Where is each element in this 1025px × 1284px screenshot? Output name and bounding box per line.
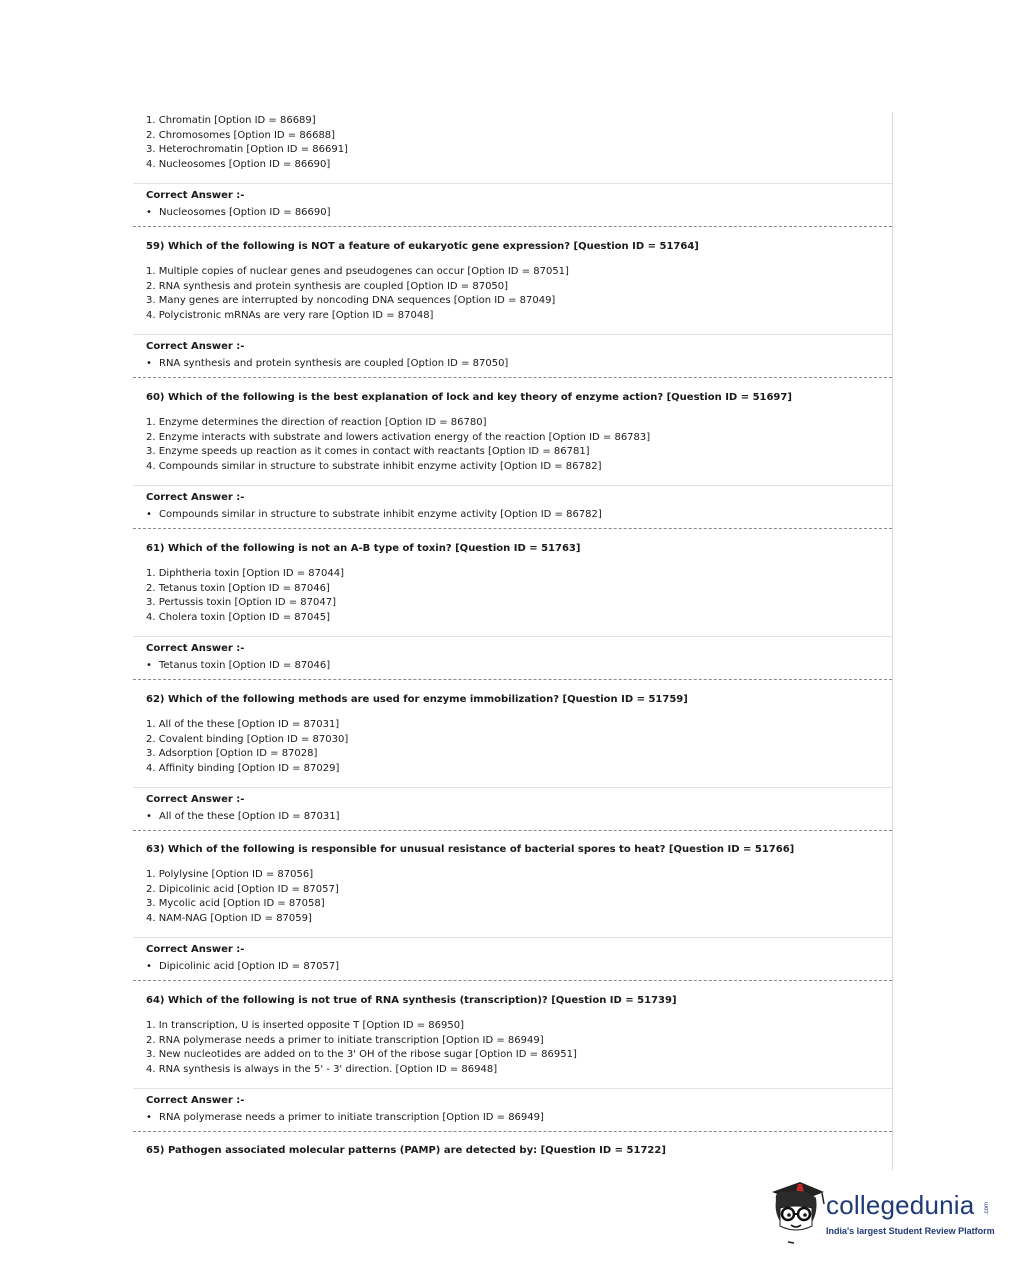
exam-page [133,112,893,1170]
question-title: 62) Which of the following methods are used for enzyme immobilization? [Question ID = 51759] [146,694,688,705]
bullet: • [146,509,152,520]
option-list [133,1019,905,1077]
bullet: • [146,207,152,218]
correct-answer-section [133,1088,892,1125]
option: 4. Affinity binding [Option ID = 87029] [146,762,340,774]
option-list [133,114,905,172]
bullet: • [146,660,152,671]
correct-answer-label: Correct Answer :- [146,492,245,503]
option: 1. All of the these [Option ID = 87031] [146,719,340,730]
bullet: • [146,1112,152,1123]
option: 2. RNA synthesis and protein synthesis are coupled [Option ID = 87050] [146,280,509,292]
divider [133,1131,892,1132]
option-list [133,567,905,625]
option-list [133,416,905,474]
correct-answer: • Dipicolinic acid [Option ID = 87057] [146,961,340,972]
option: 2. Chromosomes [Option ID = 86688] [146,129,336,141]
option: 4. Cholera toxin [Option ID = 87045] [146,611,331,623]
option: 2. RNA polymerase needs a primer to initiate transcription [Option ID = 86949] [146,1034,544,1046]
divider [133,830,892,831]
option: 4. Nucleosomes [Option ID = 86690] [146,158,331,170]
correct-answer-label: Correct Answer :- [146,190,245,201]
correct-answer: • Tetanus toxin [Option ID = 87046] [146,660,331,671]
correct-answer-label: Correct Answer :- [146,944,245,955]
option: 2. Covalent binding [Option ID = 87030] [146,733,349,745]
option: 1. Enzyme determines the direction of reaction [Option ID = 86780] [146,417,487,428]
correct-answer-label: Correct Answer :- [146,1095,245,1106]
correct-answer: • RNA synthesis and protein synthesis are coupled [Option ID = 87050] [146,358,509,369]
correct-answer-label: Correct Answer :- [146,643,245,654]
option: 3. Heterochromatin [Option ID = 86691] [146,144,348,156]
divider [133,980,892,981]
divider [133,679,892,680]
correct-answer-section [133,937,892,974]
bullet: • [146,358,152,369]
bullet: • [146,961,152,972]
logo-com: .com [984,1202,990,1216]
question-title: 61) Which of the following is not an A-B type of toxin? [Question ID = 51763] [146,543,581,554]
correct-answer: • All of the these [Option ID = 87031] [146,811,340,822]
correct-answer-section [133,636,892,673]
option: 3. Adsorption [Option ID = 87028] [146,748,318,760]
option: 2. Tetanus toxin [Option ID = 87046] [146,582,330,594]
correct-answer: • Compounds similar in structure to substrate inhibit enzyme activity [Option ID = 86782] [146,509,602,520]
option: 2. Dipicolinic acid [Option ID = 87057] [146,883,339,895]
correct-answer: • Nucleosomes [Option ID = 86690] [146,207,331,218]
option: 3. Mycolic acid [Option ID = 87058] [146,898,325,910]
correct-answer-section [133,787,892,824]
option: 1. Polylysine [Option ID = 87056] [146,869,314,880]
divider [133,226,892,227]
option: 3. Enzyme speeds up reaction as it comes in contact with reactants [Option ID = 86781] [146,446,590,458]
option: 4. NAM-NAG [Option ID = 87059] [146,912,312,924]
bullet: • [146,811,152,822]
option: 3. New nucleotides are added on to the 3' OH of the ribose sugar [Option ID = 86951] [146,1049,577,1061]
question-title: 59) Which of the following is NOT a feature of eukaryotic gene expression? [Question ID = 51764] [146,241,699,252]
option: 4. RNA synthesis is always in the 5' - 3' direction. [Option ID = 86948] [146,1063,498,1075]
option: 1. Multiple copies of nuclear genes and pseudogenes can occur [Option ID = 87051] [146,266,569,277]
option: 1. In transcription, U is inserted opposite T [Option ID = 86950] [146,1020,465,1031]
option: 1. Chromatin [Option ID = 86689] [146,115,316,126]
correct-answer-label: Correct Answer :- [146,341,245,352]
option: 3. Many genes are interrupted by noncoding DNA sequences [Option ID = 87049] [146,295,556,307]
option: 3. Pertussis toxin [Option ID = 87047] [146,597,336,609]
question-title: 60) Which of the following is the best explanation of lock and key theory of enzyme action? [Question ID = 51697] [146,392,792,403]
correct-answer-section [133,183,892,220]
option-list [133,868,905,926]
correct-answer-section [133,485,892,522]
option-list [133,265,905,323]
correct-answer: • RNA polymerase needs a primer to initiate transcription [Option ID = 86949] [146,1112,544,1123]
option-list [133,718,905,776]
correct-answer-label: Correct Answer :- [146,794,245,805]
divider [133,377,892,378]
correct-answer-section [133,334,892,371]
option: 1. Diphtheria toxin [Option ID = 87044] [146,568,344,579]
divider [133,528,892,529]
mascot-icon [772,1182,824,1243]
question-title: 64) Which of the following is not true of RNA synthesis (transcription)? [Question ID = 51739] [146,995,677,1006]
question-title: 63) Which of the following is responsible for unusual resistance of bacterial spores to heat? [Question ID = 51766] [146,844,795,855]
logo-tagline: India's largest Student Review Platform [826,1226,995,1236]
option: 4. Polycistronic mRNAs are very rare [Option ID = 87048] [146,309,434,321]
option: 4. Compounds similar in structure to substrate inhibit enzyme activity [Option ID = 86782] [146,460,602,472]
option: 2. Enzyme interacts with substrate and lowers activation energy of the reaction [Option ID = 86783] [146,431,651,443]
question-title: 65) Pathogen associated molecular patterns (PAMP) are detected by: [Question ID = 51722] [146,1145,666,1156]
logo-wordmark: collegedunia [826,1190,975,1220]
